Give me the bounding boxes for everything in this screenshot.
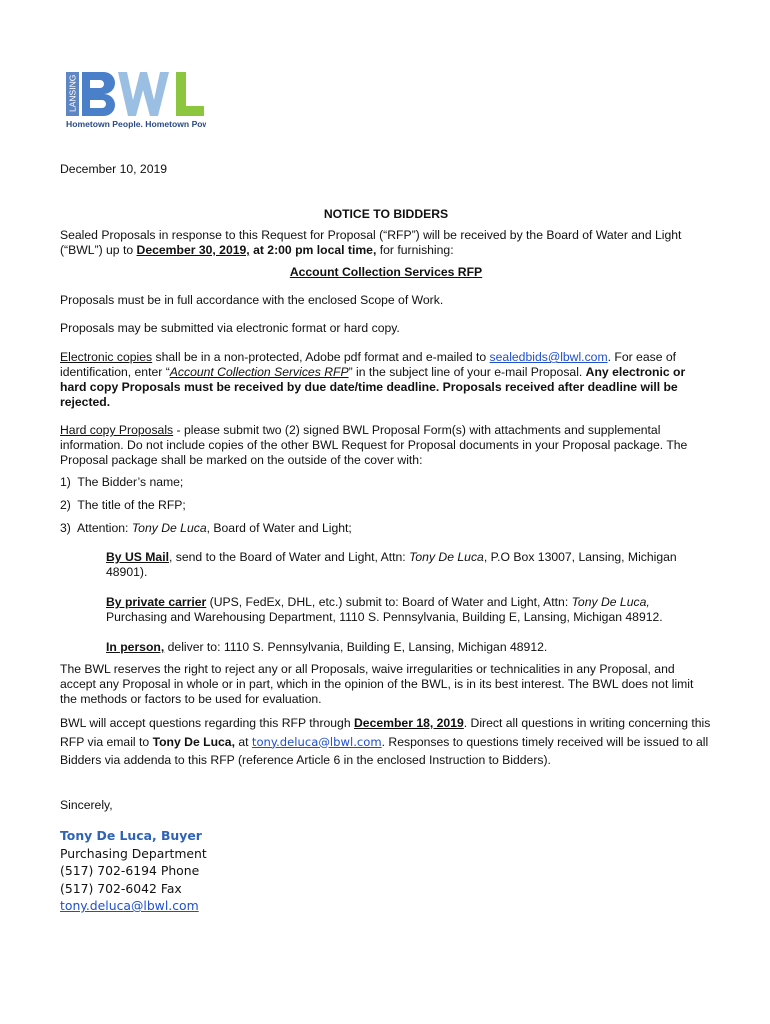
list-item: 3) Attention: Tony De Luca, Board of Water and Light; (60, 521, 352, 535)
electronic-paragraph: Electronic copies shall be in a non-protected, Adobe pdf format and e-mailed to sealedbids@lbwl.com. For ease of identification, enter “Account Collection Services RFP” in the subject line of your e-mail Proposal. Any electronic or hard copy Proposals must be received by due date/time deadline. Proposals received after deadline will be rejected. (60, 350, 686, 409)
list-item: 2) The title of the RFP; (60, 498, 186, 512)
intro-paragraph: Sealed Proposals in response to this Request for Proposal (“RFP”) will be received by the Board of Water and Light (“BWL”) up to December 30, 2019, at 2:00 pm local time, for furnishing: (60, 228, 682, 257)
logo-side-text: LANSING (67, 74, 78, 112)
list-item: 1) The Bidder’s name; (60, 475, 184, 489)
us-mail-instructions: By US Mail, send to the Board of Water and Light, Attn: Tony De Luca, P.O Box 13007, Lansing, Michigan 48901). (106, 550, 677, 579)
letter-date: December 10, 2019 (60, 162, 168, 176)
deadline-date: December 30, 2019, (136, 243, 250, 257)
signature-phone: (517) 702-6194 Phone (60, 863, 200, 878)
hardcopy-paragraph: Hard copy Proposals - please submit two (2) signed BWL Proposal Form(s) with attachments and supplemental information. Do not include copies of the other BWL Request for Proposal documents in your Proposal package. The Proposal package shall be marked on the outside of the cover with: (60, 423, 688, 467)
signature-department: Purchasing Department (60, 845, 207, 861)
tony-email-link[interactable]: tony.deluca@lbwl.com (251, 734, 382, 749)
format-paragraph: Proposals may be submitted via electronic format or hard copy. (60, 321, 400, 335)
signature-block (60, 827, 712, 915)
in-person-instructions: In person, deliver to: 1110 S. Pennsylvania, Building E, Lansing, Michigan 48912. (106, 640, 548, 654)
bwl-logo-graphic (66, 72, 206, 130)
signature-name: Tony De Luca, Buyer (60, 828, 202, 843)
logo-letter-l (176, 72, 204, 116)
scope-paragraph: Proposals must be in full accordance with the enclosed Scope of Work. (60, 293, 444, 307)
page-title: NOTICE TO BIDDERS (323, 207, 449, 221)
reserves-paragraph: The BWL reserves the right to reject any or all Proposals, waive irregularities or technicalities in any Proposal, and accept any Proposal in whole or in part, which in the opinion of the BWL, is in its best interest. The BWL does not limit the methods or factors to be used for evaluation. (60, 662, 694, 706)
logo-tagline: Hometown People. Hometown Power. (66, 119, 206, 129)
questions-paragraph: BWL will accept questions regarding this RFP through December 18, 2019. Direct all questions in writing concerning this RFP via email to Tony De Luca, at tony.deluca@lbwl.com. Responses to questions timely received will be issued to all Bidders via addenda to this RFP (reference Article 6 in the enclosed Instruction to Bidders). (60, 716, 711, 767)
rfp-title: Account Collection Services RFP (289, 265, 483, 279)
logo-letter-w (118, 72, 169, 116)
private-carrier-instructions: By private carrier (UPS, FedEx, DHL, etc.) submit to: Board of Water and Light, Attn: Tony De Luca, Purchasing and Warehousing Department, 1110 S. Pennsylvania, Building E, Lansing, Michigan 48912. (106, 595, 663, 624)
questions-deadline: December 18, 2019 (354, 716, 464, 730)
bwl-logo (66, 72, 206, 130)
signature-fax: (517) 702-6042 Fax (60, 880, 182, 896)
signature-email-link[interactable]: tony.deluca@lbwl.com (60, 898, 199, 913)
logo-letter-b (82, 72, 115, 116)
sealedbids-email-link[interactable]: sealedbids@lbwl.com (489, 350, 608, 364)
closing: Sincerely, (60, 798, 113, 812)
